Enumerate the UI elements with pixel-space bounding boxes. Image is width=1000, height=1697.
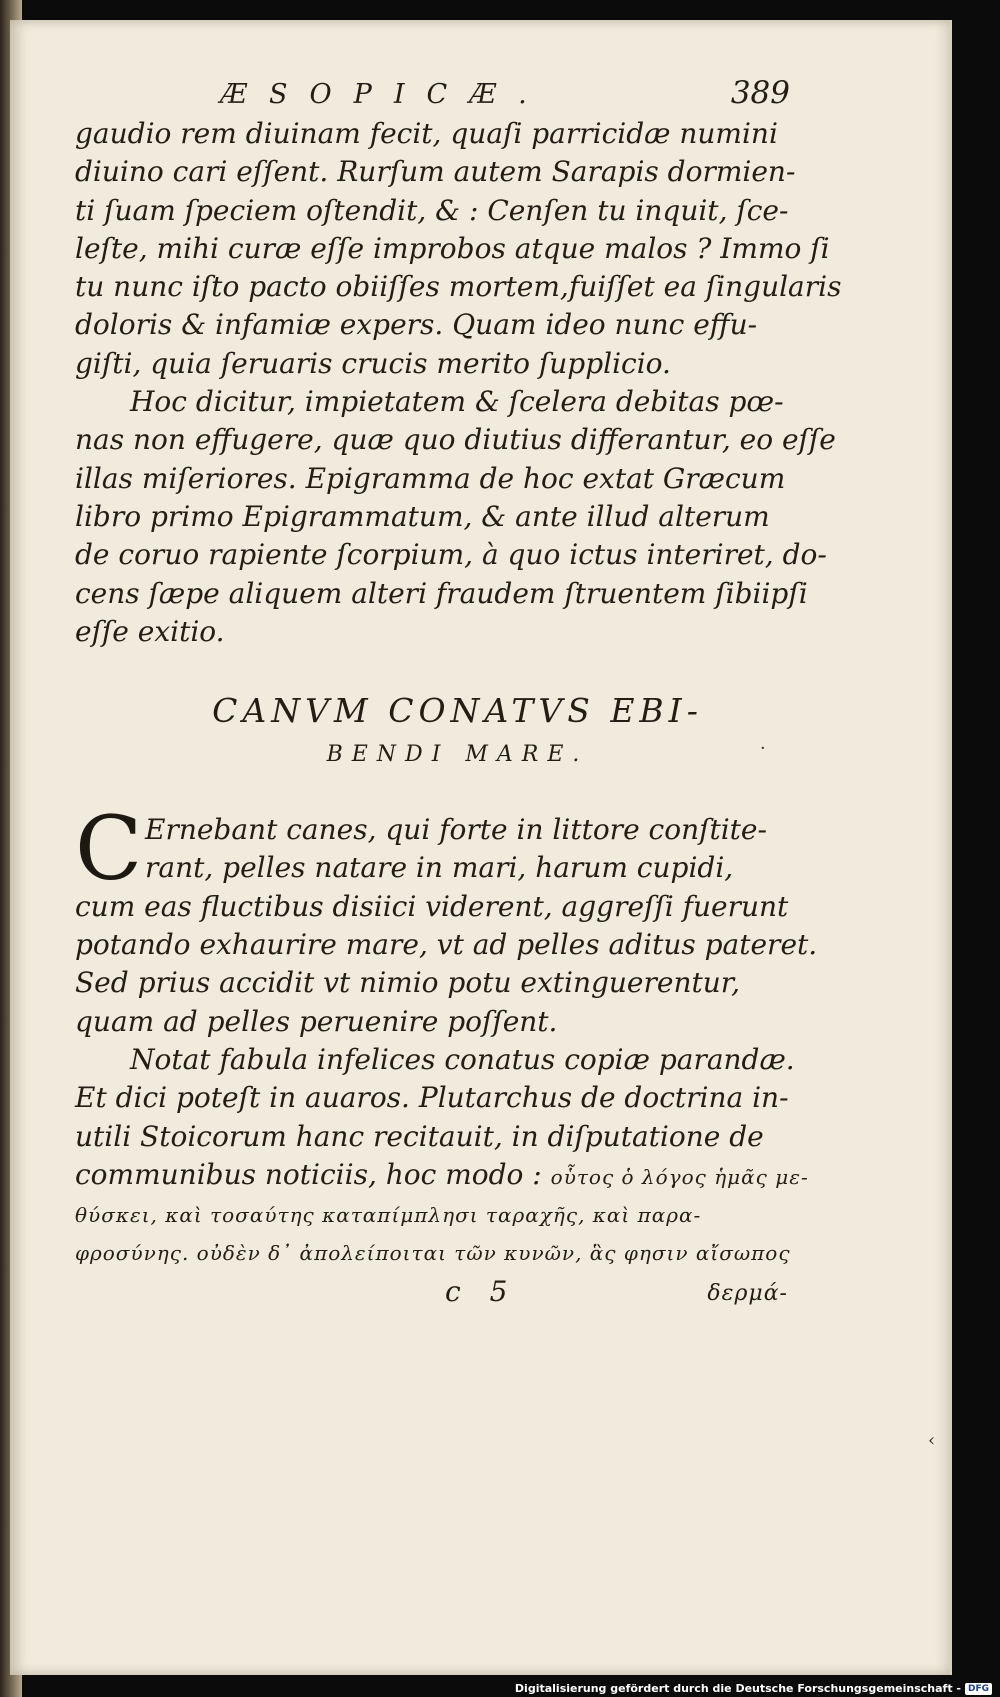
text-line: illas miſeriores. Epigramma de hoc extat Græcum [75, 461, 786, 495]
greek-text: οὗτος ὁ λόγος ἡμᾶς με- [550, 1164, 809, 1189]
drop-capital: C [75, 797, 143, 901]
text-line: rant, pelles natare in mari, harum cupidi, [145, 851, 734, 885]
fable-title-continued: BENDI MARE. [326, 742, 589, 768]
ink-speck: · [760, 738, 766, 759]
spacer [75, 777, 800, 811]
book-page [10, 20, 952, 1675]
text-line: cens ſæpe aliquem alteri fraudem ſtruentem ſibiipſi [75, 576, 808, 610]
dfg-logo: DFG [965, 1683, 992, 1695]
spacer [75, 651, 800, 689]
fable-paragraph-rest [75, 888, 818, 1041]
text-line: potando exhaurire mare, vt ad pelles aditus pateret. [75, 928, 818, 962]
latin-text: communibus noticiis, hoc modo : [75, 1157, 542, 1191]
text-line: utili Stoicorum hanc recitauit, in diſputatione de [75, 1119, 764, 1153]
text-line: Sed prius accidit vt nimio potu extinguerentur, [75, 966, 740, 1000]
running-head-title: ÆSOPICÆ. [220, 79, 549, 110]
text-line: nas non effugere, quæ quo diutius differantur, eo eſſe [75, 423, 836, 457]
text-line-mixed [75, 1156, 809, 1196]
text-line: giſti, quia ſeruaris crucis merito ſupplicio. [75, 346, 671, 380]
text-line: Et dici poteſt in auaros. Plutarchus de doctrina in- [75, 1081, 789, 1115]
text-line: de coruo rapiente ſcorpium, à quo ictus interiret, do- [75, 538, 827, 572]
paragraph-2 [75, 383, 836, 651]
greek-line: θύσκει, καὶ τοσαύτης καταπίμπλησι ταραχῆς, καὶ παρα- [75, 1203, 702, 1228]
text-line: quam ad pelles peruenire poſſent. [75, 1004, 558, 1038]
signature-mark: c 5 [445, 1274, 518, 1308]
text-line: Hoc dicitur, impietatem & ſcelera debitas pœ- [130, 385, 784, 419]
fable-title: CANVM CONATVS EBI- [212, 691, 703, 731]
text-line: gaudio rem diuinam fecit, quaſi parricidæ numini [75, 117, 778, 150]
running-head [75, 75, 800, 115]
credit-text: Digitalisierung gefördert durch die Deutsche Forschungsgemeinschaft - [514, 1682, 961, 1695]
page-edge-mark: ‹ [928, 1430, 936, 1451]
catchword: δερμά- [707, 1280, 788, 1306]
text-line: Ernebant canes, qui forte in littore conſtite- [145, 813, 767, 847]
page-number: 389 [730, 75, 790, 111]
text-line: eſſe exitio. [75, 614, 225, 648]
text-line: tu nunc iſto pacto obiiſſes mortem,fuiſſet ea ſingularis [75, 270, 842, 304]
text-line: leſte, mihi curæ eſſe improbos atque malos ? Immo ſi [75, 231, 830, 265]
digitization-credit [515, 1682, 992, 1695]
greek-line: φροσύνης. οὐδὲν δ᾽ ἀπολείποιται τῶν κυνῶν, ἃς φησιν αἴσωπος [75, 1241, 791, 1266]
text-line: libro primo Epigrammatum, & ante illud alterum [75, 499, 770, 533]
text-block [75, 75, 842, 1315]
text-line: doloris & infamiæ expers. Quam ideo nunc effu- [75, 308, 758, 342]
text-line: ti ſuam ſpeciem oſtendit, & : Cenſen tu inquit, ſce- [75, 193, 789, 227]
text-line: Notat fabula infelices conatus copiæ parandæ. [130, 1042, 795, 1076]
paragraph-1 [75, 115, 842, 383]
text-line: diuino cari eſſent. Rurſum autem Sarapis dormien- [75, 155, 796, 189]
page-footer-marks [75, 1275, 800, 1315]
text-line: cum eas fluctibus disiici viderent, aggreſſi fuerunt [75, 889, 789, 923]
moral-paragraph [75, 1041, 809, 1273]
fable-paragraph [75, 797, 800, 901]
